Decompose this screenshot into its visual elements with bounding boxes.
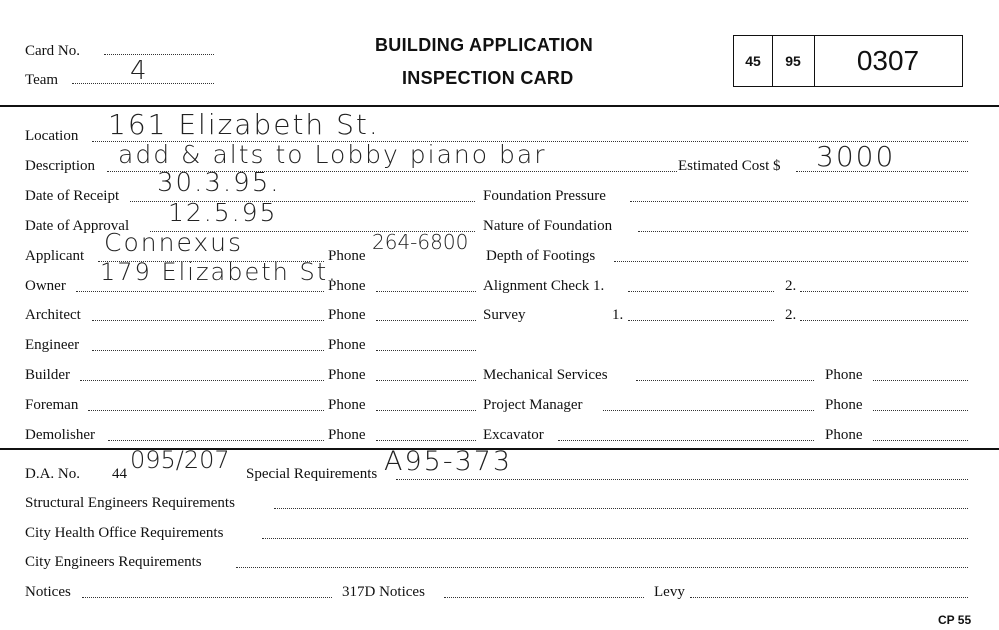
structural-engineers-line[interactable] <box>274 508 968 509</box>
foreman-label: Foreman <box>25 397 79 413</box>
architect-label: Architect <box>25 307 81 323</box>
demolisher-phone-line[interactable] <box>376 440 476 441</box>
excavator-phone-label: Phone <box>825 427 863 443</box>
da-no-prefix: 44 <box>112 466 127 482</box>
foundation-pressure-line[interactable] <box>630 201 968 202</box>
architect-phone-label: Phone <box>328 307 366 323</box>
notices-line[interactable] <box>82 597 332 598</box>
mechanical-phone-label: Phone <box>825 367 863 383</box>
owner-phone-line[interactable] <box>376 291 476 292</box>
applicant-phone-label: Phone <box>328 248 366 264</box>
levy-line[interactable] <box>690 597 968 598</box>
location-value: 161 Elizabeth St. <box>108 108 380 141</box>
box-cell-a: 45 <box>734 36 773 86</box>
survey-2-line[interactable] <box>800 320 968 321</box>
excavator-label: Excavator <box>483 427 544 443</box>
card-no-label: Card No. <box>25 43 80 59</box>
date-approval-value: 12.5.95 <box>168 198 278 227</box>
description-value: add & alts to Lobby piano bar <box>118 140 547 169</box>
nature-foundation-label: Nature of Foundation <box>483 218 613 234</box>
da-no-value: 095/207 <box>130 446 230 474</box>
builder-label: Builder <box>25 367 70 383</box>
card-number-box <box>733 35 963 87</box>
mechanical-services-line[interactable] <box>636 380 814 381</box>
header-divider <box>0 105 999 107</box>
owner-phone-label: Phone <box>328 278 366 294</box>
applicant-label: Applicant <box>25 248 85 264</box>
owner-line[interactable] <box>76 291 324 292</box>
demolisher-line[interactable] <box>108 440 324 441</box>
levy-label: Levy <box>654 584 685 600</box>
demolisher-label: Demolisher <box>25 427 95 443</box>
owner-value: 179 Elizabeth St. <box>100 258 338 286</box>
builder-phone-label: Phone <box>328 367 366 383</box>
alignment-check-2-label: 2. <box>785 278 797 294</box>
title-line2: INSPECTION CARD <box>402 68 574 88</box>
project-manager-label: Project Manager <box>483 397 583 413</box>
survey-label: Survey <box>483 307 526 323</box>
foreman-line[interactable] <box>88 410 324 411</box>
depth-footings-label: Depth of Footings <box>486 248 596 264</box>
box-cell-b: 95 <box>772 36 815 86</box>
excavator-phone-line[interactable] <box>873 440 968 441</box>
notices-317d-line[interactable] <box>444 597 644 598</box>
engineer-label: Engineer <box>25 337 80 353</box>
structural-engineers-label: Structural Engineers Requirements <box>25 495 235 511</box>
date-approval-label: Date of Approval <box>25 218 130 234</box>
survey-1-label: 1. <box>612 307 624 323</box>
depth-footings-line[interactable] <box>614 261 968 262</box>
form-code: CP 55 <box>938 613 972 627</box>
nature-foundation-line[interactable] <box>638 231 968 232</box>
applicant-value: Connexus <box>104 228 244 257</box>
alignment-check-label: Alignment Check 1. <box>483 278 605 294</box>
team-label: Team <box>25 72 59 88</box>
special-requirements-label: Special Requirements <box>246 466 378 482</box>
box-card-number: 0307 <box>856 45 920 76</box>
builder-phone-line[interactable] <box>376 380 476 381</box>
project-manager-line[interactable] <box>603 410 814 411</box>
engineer-phone-line[interactable] <box>376 350 476 351</box>
da-no-label: D.A. No. <box>25 466 80 482</box>
alignment-check-2-line[interactable] <box>800 291 968 292</box>
foreman-phone-label: Phone <box>328 397 366 413</box>
estimated-cost-value: 3000 <box>816 140 896 173</box>
foundation-pressure-label: Foundation Pressure <box>483 188 606 204</box>
demolisher-phone-label: Phone <box>328 427 366 443</box>
engineer-line[interactable] <box>92 350 324 351</box>
project-manager-phone-label: Phone <box>825 397 863 413</box>
date-receipt-label: Date of Receipt <box>25 188 120 204</box>
special-requirements-line[interactable] <box>396 479 968 480</box>
title-line1: BUILDING APPLICATION <box>375 35 593 55</box>
city-engineers-line[interactable] <box>236 567 968 568</box>
card-no-line[interactable] <box>104 54 214 55</box>
architect-phone-line[interactable] <box>376 320 476 321</box>
city-health-line[interactable] <box>262 538 968 539</box>
alignment-check-1-line[interactable] <box>628 291 774 292</box>
notices-label: Notices <box>25 584 71 600</box>
owner-label: Owner <box>25 278 66 294</box>
description-label: Description <box>25 158 95 174</box>
notices-317d-label: 317D Notices <box>342 584 425 600</box>
applicant-phone-value: 264-6800 <box>372 230 469 254</box>
team-value: 4 <box>130 56 149 86</box>
project-manager-phone-line[interactable] <box>873 410 968 411</box>
location-label: Location <box>25 128 79 144</box>
excavator-line[interactable] <box>558 440 814 441</box>
foreman-phone-line[interactable] <box>376 410 476 411</box>
special-requirements-value: A95-373 <box>384 446 513 477</box>
builder-line[interactable] <box>80 380 324 381</box>
date-receipt-value: 30.3.95. <box>157 168 281 198</box>
mechanical-phone-line[interactable] <box>873 380 968 381</box>
estimated-cost-label: Estimated Cost $ <box>678 158 781 174</box>
survey-1-line[interactable] <box>628 320 774 321</box>
city-engineers-label: City Engineers Requirements <box>25 554 202 570</box>
city-health-label: City Health Office Requirements <box>25 525 224 541</box>
survey-2-label: 2. <box>785 307 797 323</box>
mechanical-services-label: Mechanical Services <box>483 367 608 383</box>
engineer-phone-label: Phone <box>328 337 366 353</box>
architect-line[interactable] <box>92 320 324 321</box>
